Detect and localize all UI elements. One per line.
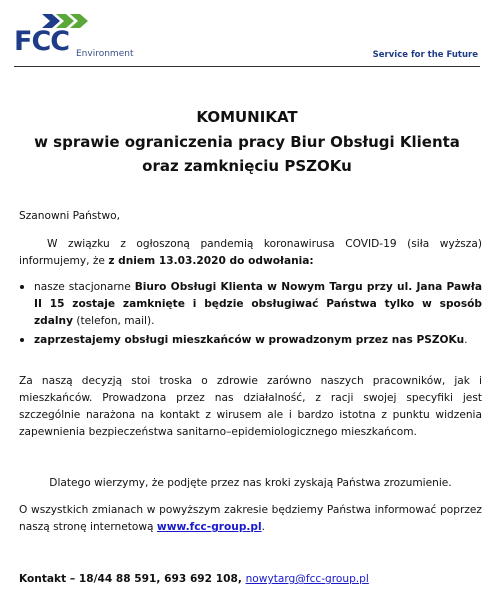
intro-paragraph bbox=[19, 236, 482, 270]
intro-text: W związku z ogłoszoną pandemią koronawirusa COVID-19 (siła wyższa) informujemy, że bbox=[19, 238, 482, 267]
bullet-2-bold: zaprzestajemy obsługi mieszkańców w prowadzonym przez nas PSZOKu bbox=[34, 334, 465, 346]
tagline: Service for the Future bbox=[372, 50, 478, 60]
greeting: Szanowni Państwo, bbox=[19, 210, 120, 222]
paragraph-updates bbox=[19, 502, 482, 536]
logo-environment-text: Environment bbox=[76, 49, 134, 59]
email-link[interactable]: nowytarg@fcc-group.pl bbox=[245, 573, 369, 585]
title-line-2: w sprawie ograniczenia pracy Biur Obsługi Klienta bbox=[34, 133, 460, 151]
bullet-1-text: nasze stacjonarne bbox=[34, 281, 135, 293]
header-divider bbox=[14, 66, 480, 67]
list-item bbox=[19, 279, 482, 330]
title-line-3: oraz zamknięciu PSZOKu bbox=[142, 157, 352, 175]
contact-line bbox=[19, 573, 369, 585]
updates-end: . bbox=[261, 521, 266, 533]
bullet-1-tail: (telefon, mail). bbox=[72, 315, 155, 327]
website-link[interactable]: www.fcc-group.pl bbox=[156, 521, 262, 533]
updates-text: O wszystkich zmianach w powyższym zakresie będziemy Państwa informować poprzez naszą stronę internetową bbox=[19, 504, 482, 533]
list-item bbox=[19, 332, 482, 349]
paragraph-concern: Za naszą decyzją stoi troska o zdrowie zarówno naszych pracowników, jak i mieszkańców. Prowadzona przez nas działalność, z racji swojej specyfiki jest szczególnie narażona na kontakt z wirusem ale i bardzo istotna z punktu widzenia zapewnienia bezpieczeństwa sanitarno–epidemiologicznego mieszkańcom. bbox=[19, 375, 482, 438]
title-line-1: KOMUNIKAT bbox=[196, 108, 298, 126]
letterhead bbox=[14, 12, 480, 66]
bullet-icon bbox=[20, 285, 24, 289]
logo-text: FCC bbox=[14, 26, 70, 57]
paragraph-understanding: Dlatego wierzymy, że podjęte przez nas kroki zyskają Państwa zrozumienie. bbox=[49, 477, 452, 489]
bullet-list bbox=[19, 279, 482, 349]
bullet-2-tail: . bbox=[464, 334, 468, 346]
bullet-1-bold: Biuro Obsługi Klienta w Nowym Targu przy ul. Jana Pawła II 15 zostaje zamknięte i będzie obsługiwać Państwa tylko w sposób zdalny bbox=[34, 281, 483, 327]
contact-label: Kontakt – 18/44 88 591, 693 692 108, bbox=[19, 573, 246, 585]
bullet-icon bbox=[20, 338, 24, 342]
intro-date: z dniem 13.03.2020 do odwołania: bbox=[108, 255, 314, 267]
